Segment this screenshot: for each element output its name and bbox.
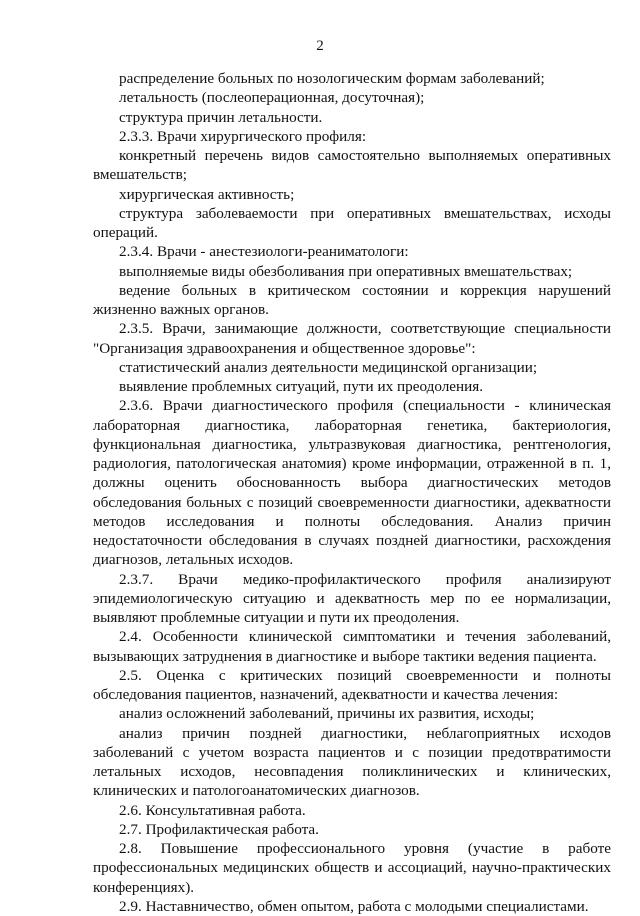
section-heading-2-3-4: 2.3.4. Врачи - анестезиологи-реаниматологи:: [119, 243, 409, 261]
paragraph: хирургическая активность;: [119, 185, 295, 203]
section-2-8: 2.8. Повышение профессионального уровня (участие в работе профессиональных медицинских обществ и ассоциаций, научно-практических конференциях).: [93, 840, 611, 896]
section-2-3-6: 2.3.6. Врачи диагностического профиля (специальности - клиническая лабораторная диагностика, лабораторная генетика, бактериология, функциональная диагностика, ультразвуковая диагностика, рентгенология, радиология, патологическая анатомия) кроме информации, отраженной в п. 1, должны оценить обоснованность выбора диагностических методов обследования больных с позиций своевременности диагностики, адекватности методов исследования и полноты обследования. Анализ причин недостаточности обследования в случаях поздней диагностики, расхождения диагнозов, летальных исходов.: [93, 397, 611, 569]
section-2-4: 2.4. Особенности клинической симптоматики и течения заболеваний, вызывающих затруднения в диагностике и выборе тактики ведения пациента.: [93, 628, 611, 665]
section-heading-2-3-3: 2.3.3. Врачи хирургического профиля:: [119, 127, 367, 145]
paragraph: анализ осложнений заболеваний, причины их развития, исходы;: [119, 705, 535, 723]
section-heading-2-3-5: 2.3.5. Врачи, занимающие должности, соответствующие специальности "Организация здравоохранения и общественное здоровье":: [93, 320, 611, 357]
document-body: [93, 69, 611, 916]
paragraph: выявление проблемных ситуаций, пути их преодоления.: [119, 378, 484, 395]
paragraph: структура заболеваемости при оперативных вмешательствах, исходы операций.: [93, 204, 611, 241]
paragraph: статистический анализ деятельности медицинской организации;: [119, 358, 538, 376]
page-number: 2: [316, 38, 324, 54]
section-2-5: 2.5. Оценка с критических позиций своевременности и полноты обследования пациентов, назначений, адекватности и качества лечения:: [93, 666, 611, 703]
paragraph: ведение больных в критическом состоянии и коррекция нарушений жизненно важных органов.: [93, 281, 611, 318]
section-2-7: 2.7. Профилактическая работа.: [119, 820, 319, 838]
section-2-3-7: 2.3.7. Врачи медико-профилактического профиля анализируют эпидемиологическую ситуацию и адекватность мер по ее нормализации, выявляют проблемные ситуации и пути их преодоления.: [93, 570, 611, 626]
section-2-6: 2.6. Консультативная работа.: [119, 801, 306, 819]
paragraph: распределение больных по нозологическим формам заболеваний;: [119, 70, 545, 87]
section-2-9: 2.9. Наставничество, обмен опытом, работа с молодыми специалистами.: [119, 897, 589, 915]
paragraph: летальность (послеоперационная, досуточная);: [119, 89, 425, 107]
paragraph: выполняемые виды обезболивания при оперативных вмешательствах;: [119, 262, 573, 280]
paragraph: анализ причин поздней диагностики, неблагоприятных исходов заболеваний с учетом возраста пациентов и с позиции предотвратимости летальных исходов, несовпадения поликлинических и клинических, клинических и патологоанатомических диагнозов.: [93, 724, 611, 800]
paragraph: конкретный перечень видов самостоятельно выполняемых оперативных вмешательств;: [93, 147, 611, 184]
paragraph: структура причин летальности.: [119, 108, 323, 126]
